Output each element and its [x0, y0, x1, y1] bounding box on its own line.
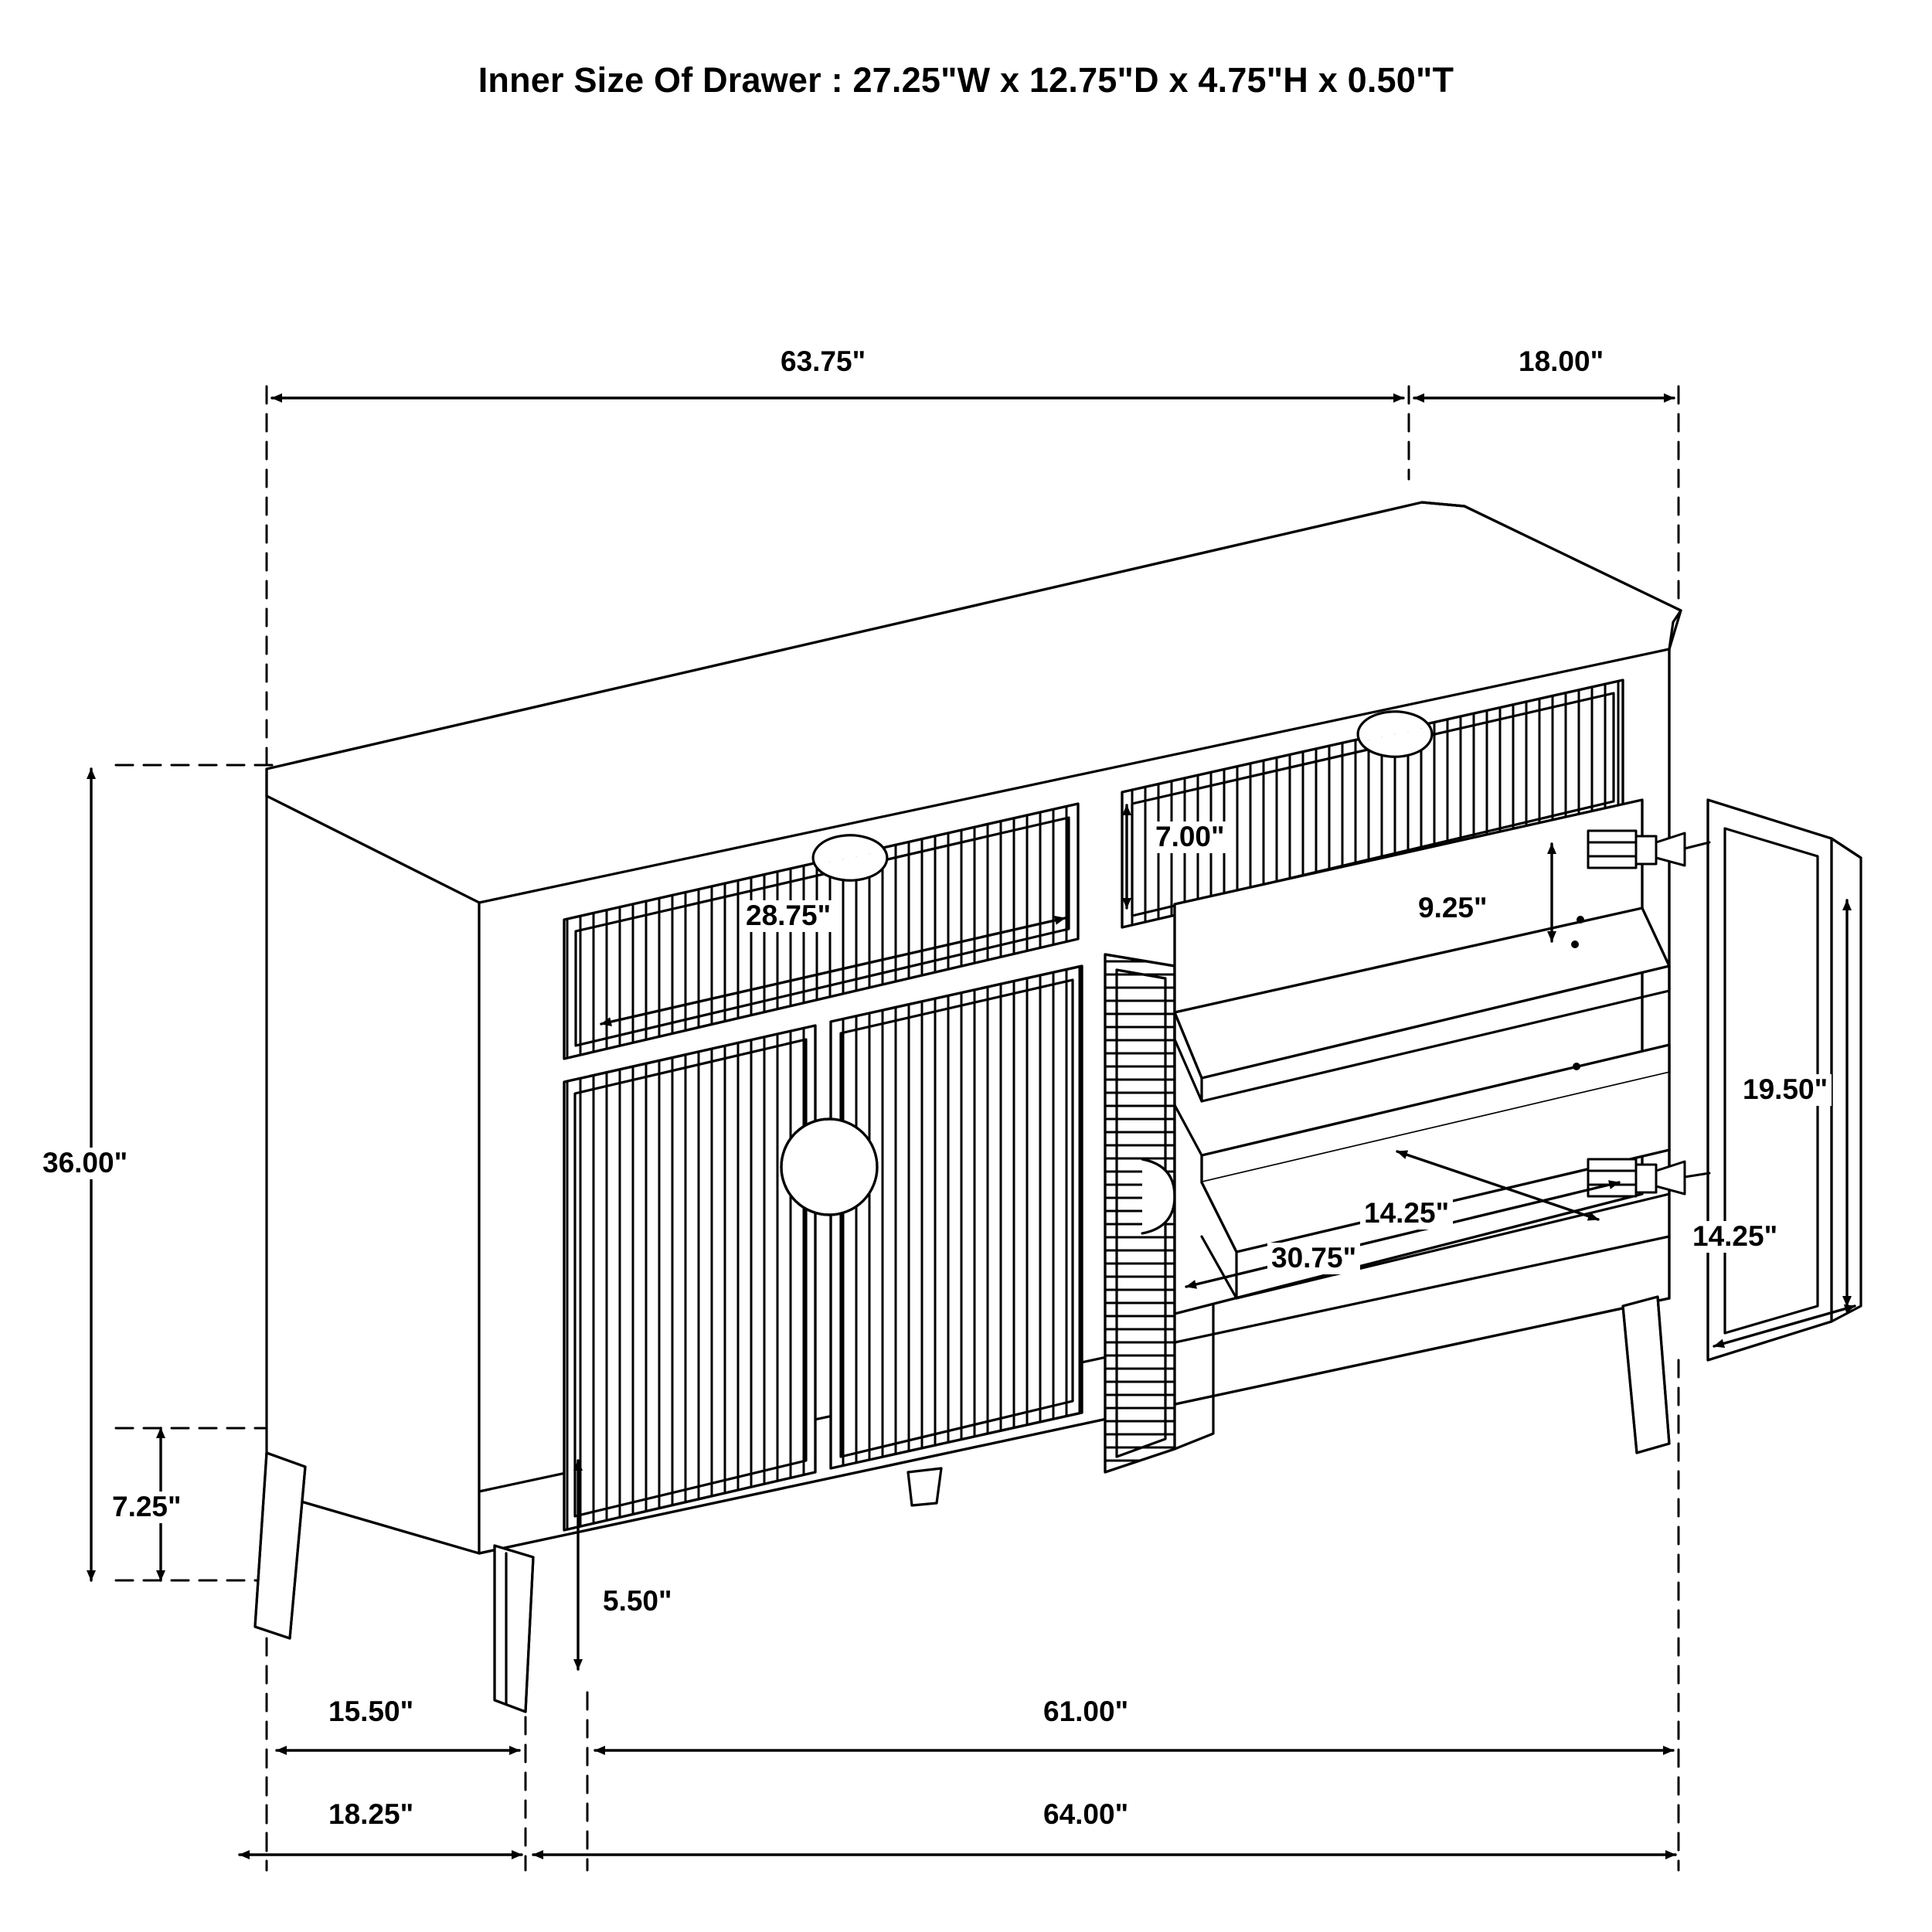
dimension-label-overall-height: 36.00": [39, 1148, 131, 1179]
dimension-label-interior-depth: 14.25": [1360, 1198, 1453, 1230]
dimension-label-left-side-depth: 15.50": [325, 1696, 417, 1728]
dimension-label-base-clearance: 5.50": [599, 1586, 676, 1617]
dimension-label-top-width-door: 18.00": [1515, 346, 1607, 378]
dimension-label-left-overall-depth: 18.25": [325, 1799, 417, 1831]
dimension-label-shelf-clearance: 9.25": [1414, 893, 1492, 924]
dimension-label-leg-height: 7.25": [108, 1492, 185, 1523]
dimension-label-door-inner-height: 19.50": [1739, 1074, 1832, 1106]
dimension-label-drawer-width: 28.75": [742, 900, 835, 932]
dimension-label-base-width: 61.00": [1039, 1696, 1132, 1728]
dimension-label-door-depth: 14.25": [1689, 1221, 1781, 1253]
dimension-label-drawer-inner-height: 7.00": [1151, 821, 1229, 853]
dimension-label-top-width-main: 63.75": [777, 346, 869, 378]
dimension-label-overall-width: 64.00": [1039, 1799, 1132, 1831]
page-title: Inner Size Of Drawer : 27.25"W x 12.75"D x 4.75"H x 0.50"T: [478, 60, 1454, 100]
dimension-label-interior-width: 30.75": [1267, 1243, 1360, 1274]
